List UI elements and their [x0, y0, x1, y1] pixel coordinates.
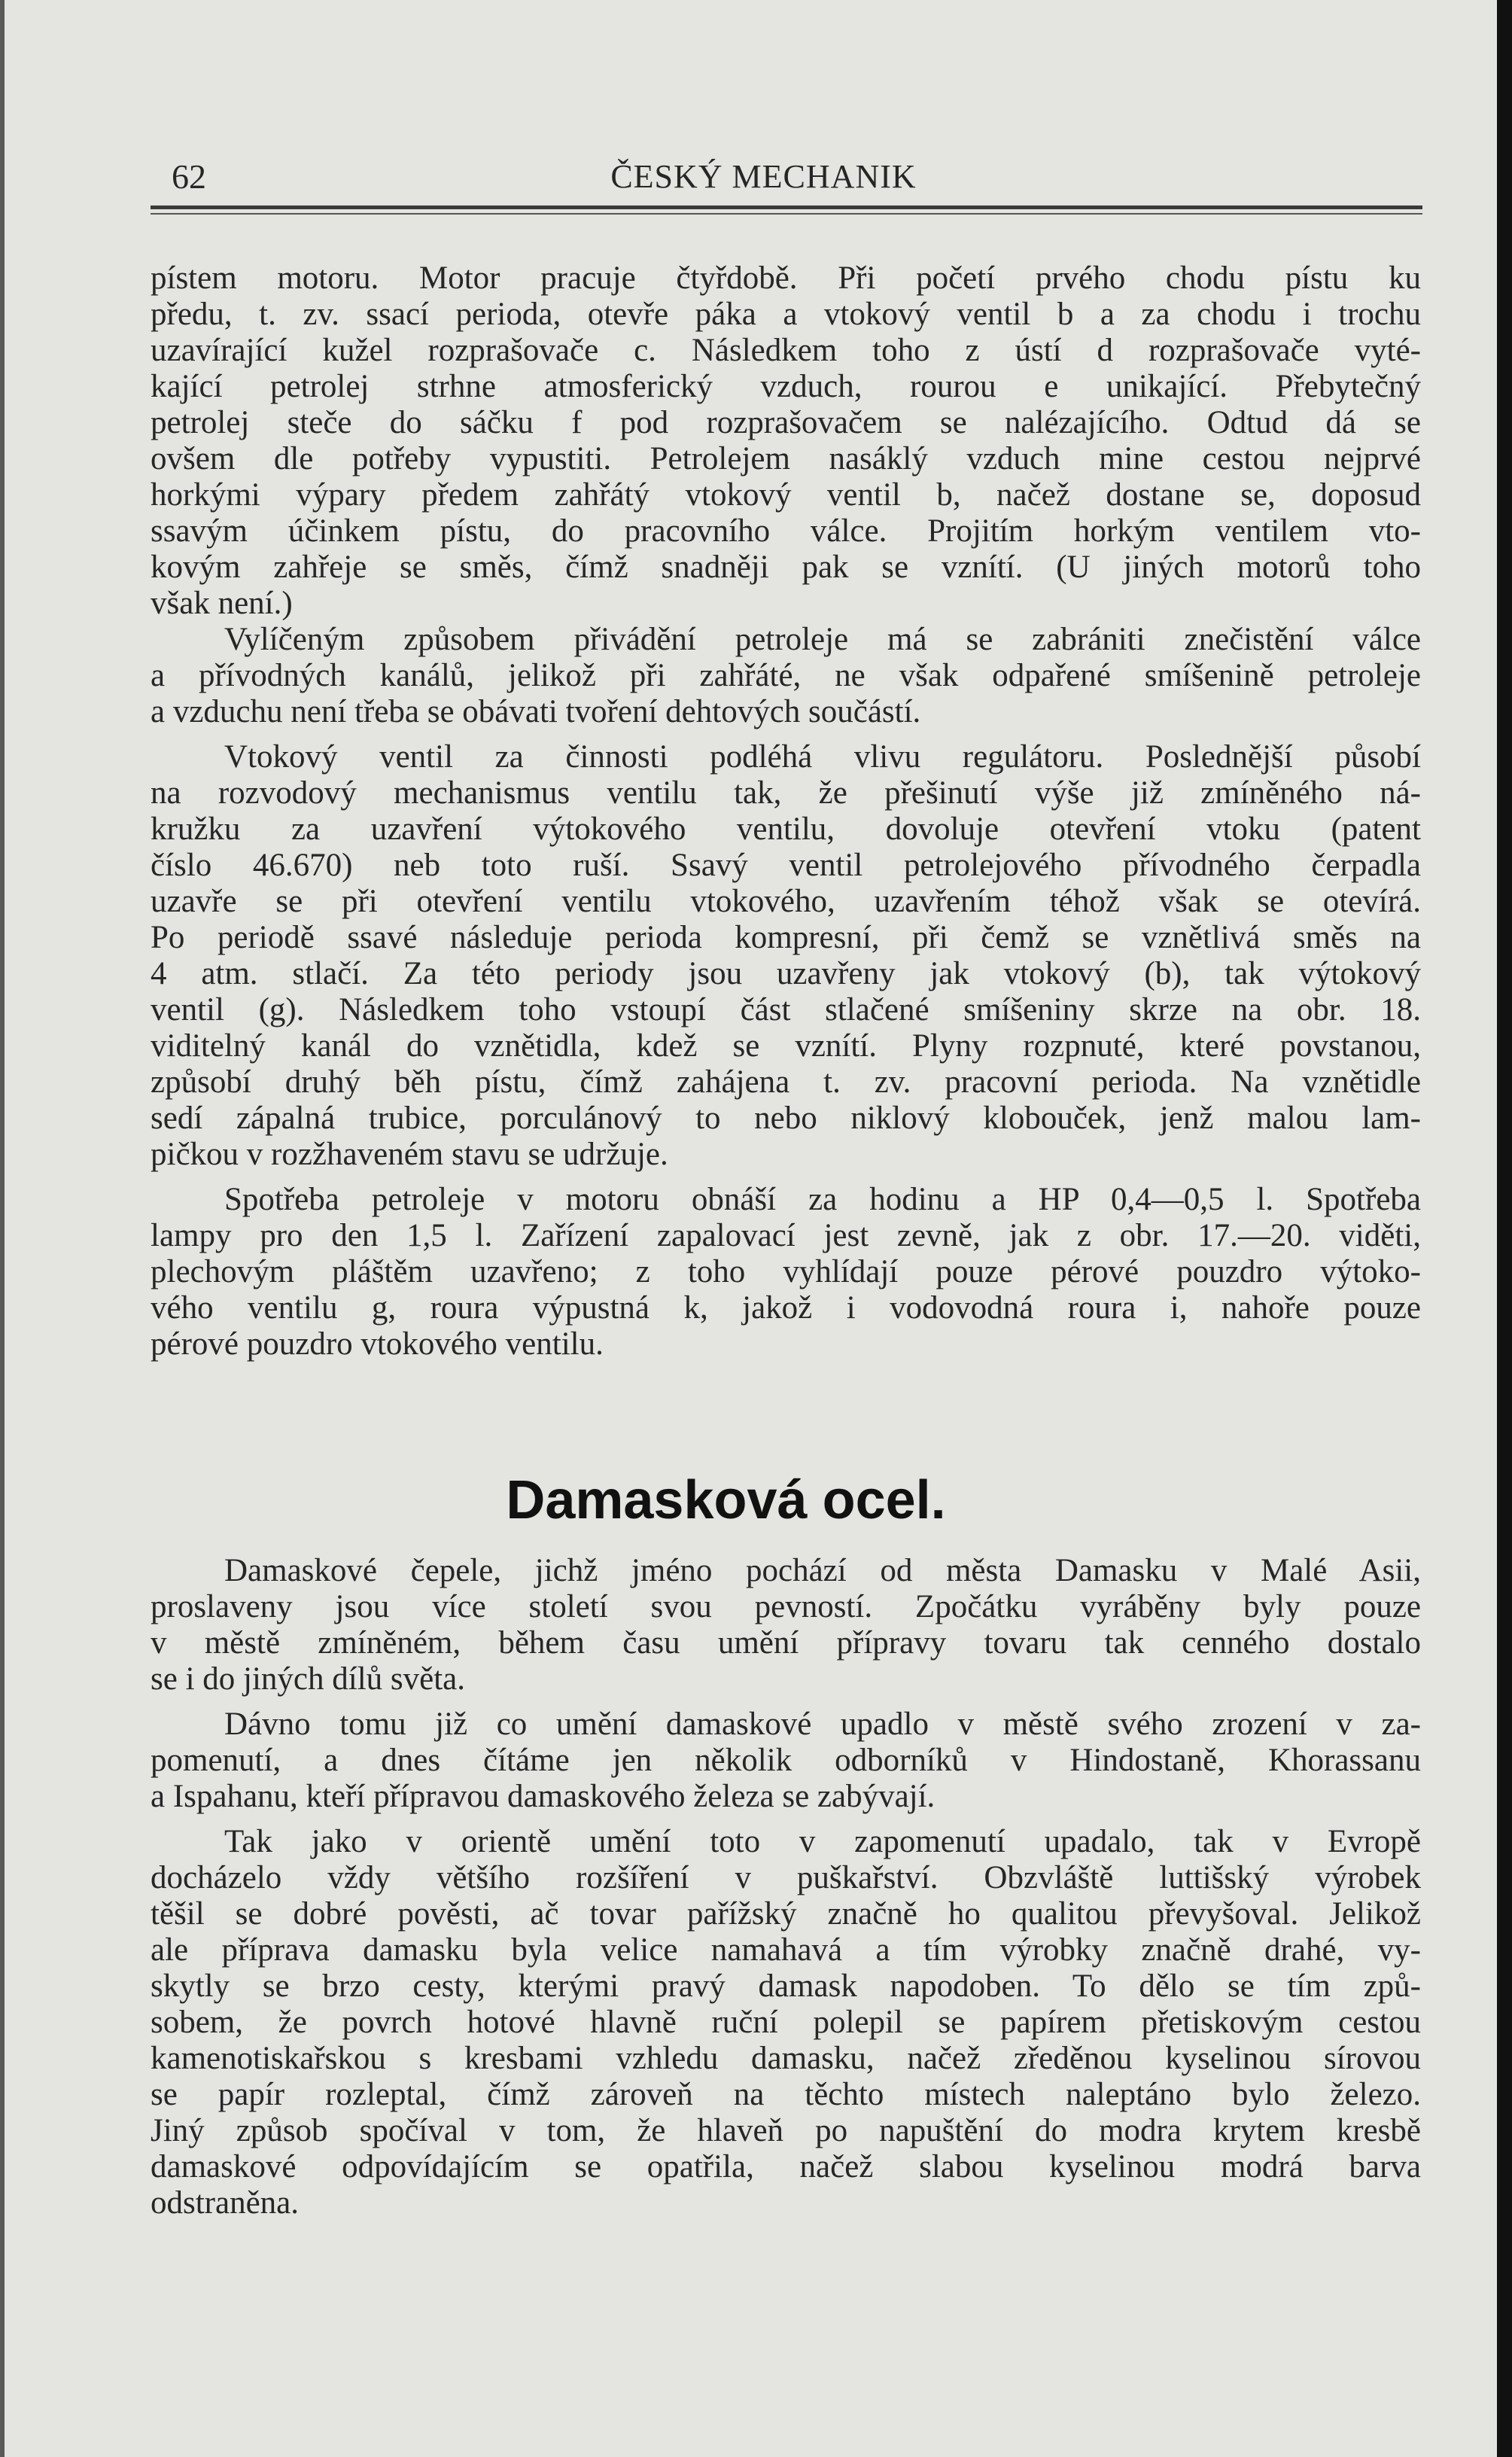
text-line: kružku za uzavření výtokového ventilu, dovoluje otevření vtoku (patent: [151, 811, 1421, 847]
article-title: Damasková ocel.: [506, 1470, 946, 1530]
text-line: uzavírající kužel rozprašovače c. Následkem toho z ústí d rozprašovače vyté-: [151, 333, 1421, 368]
text-line: ovšem dle potřeby vypustiti. Petrolejem nasáklý vzduch mine cestou nejprvé: [151, 441, 1421, 476]
running-title: ČESKÝ MECHANIK: [610, 158, 917, 195]
text-line: a vzduchu není třeba se obávati tvoření dehtových součástí.: [151, 694, 921, 729]
text-line: se papír rozleptal, čímž zároveň na těchto místech naleptáno bylo železo.: [151, 2077, 1421, 2112]
text-line: Vylíčeným způsobem přivádění petroleje má se zabrániti znečistění válce: [224, 622, 1421, 657]
paragraph: [151, 1182, 1421, 1362]
header-rule-thick: [151, 206, 1422, 209]
text-line: Dávno tomu již co umění damaskové upadlo v městě svého zrození v za-: [224, 1707, 1421, 1742]
text-line: pérové pouzdro vtokového ventilu.: [151, 1326, 604, 1362]
text-line: Vtokový ventil za činnosti podléhá vlivu regulátoru. Poslednější působí: [224, 739, 1421, 775]
text-line: 4 atm. stlačí. Za této periody jsou uzavřeny jak vtokový (b), tak výtokový: [151, 956, 1421, 991]
text-line: Damaskové čepele, jichž jméno pochází od města Damasku v Malé Asii,: [224, 1553, 1421, 1588]
paragraph: [151, 622, 1421, 730]
text-line: kovým zahřeje se směs, čímž snadněji pak se vznítí. (U jiných motorů toho: [151, 550, 1421, 585]
paragraph: [151, 1707, 1421, 1815]
text-line: lampy pro den 1,5 l. Zařízení zapalovací jest zevně, jak z obr. 17.—20. viděti,: [151, 1218, 1421, 1253]
text-line: horkými výpary předem zahřátý vtokový ventil b, načež dostane se, doposud: [151, 477, 1421, 513]
text-line: a přívodných kanálů, jelikož při zahřáté, ne však odpařené smíšenině petroleje: [151, 658, 1421, 693]
text-line: plechovým pláštěm uzavřeno; z toho vyhlídají pouze pérové pouzdro výtoko-: [151, 1254, 1421, 1289]
page-number: 62: [172, 157, 206, 196]
text-line: ssavým účinkem pístu, do pracovního válce. Projitím horkým ventilem vto-: [151, 513, 1421, 549]
paragraph: [151, 739, 1421, 1173]
text-line: pístem motoru. Motor pracuje čtyřdobě. Při početí prvého chodu pístu ku: [151, 260, 1421, 296]
text-line: docházelo vždy většího rozšíření v puškařství. Obzvláště luttišský výrobek: [151, 1860, 1421, 1895]
text-line: číslo 46.670) neb toto ruší. Ssavý ventil petrolejového přívodného čerpadla: [151, 848, 1421, 883]
text-line: sedí zápalná trubice, porculánový to nebo niklový klobouček, jenž malou lam-: [151, 1101, 1421, 1136]
paragraph: [151, 260, 1421, 622]
text-line: a Ispahanu, kteří přípravou damaskového železa se zabývají.: [151, 1779, 935, 1814]
text-line: se i do jiných dílů světa.: [151, 1661, 465, 1697]
text-line: damaskové odpovídajícím se opatřila, načež slabou kyselinou modrá barva: [151, 2149, 1421, 2185]
text-line: ale příprava damasku byla velice namahavá a tím výrobky značně drahé, vy-: [151, 1932, 1421, 1968]
text-line: Po periodě ssavé následuje perioda kompresní, při čemž se vznětlivá směs na: [151, 920, 1421, 955]
text-line: uzavře se při otevření ventilu vtokového, uzavřením téhož však se otevírá.: [151, 884, 1421, 919]
text-line: na rozvodový mechanismus ventilu tak, že přešinutí výše již zmíněného ná-: [151, 775, 1421, 811]
text-line: skytly se brzo cesty, kterými pravý damask napodoben. To dělo se tím způ-: [151, 1968, 1421, 2004]
text-line: ventil (g). Následkem toho vstoupí část stlačené smíšeniny skrze na obr. 18.: [151, 992, 1421, 1028]
text-line: Tak jako v orientě umění toto v zapomenutí upadalo, tak v Evropě: [224, 1824, 1421, 1859]
scan-edge-right: [1497, 0, 1512, 2457]
scan-edge-left: [0, 0, 5, 2457]
text-line: kamenotiskařskou s kresbami vzhledu damasku, načež zředěnou kyselinou sírovou: [151, 2041, 1421, 2076]
article-body: [151, 1553, 1421, 2221]
text-line: kající petrolej strhne atmosferický vzduch, rourou e unikající. Přebytečný: [151, 369, 1421, 404]
text-line: petrolej steče do sáčku f pod rozprašovačem se nalézajícího. Odtud dá se: [151, 405, 1421, 440]
text-line: proslaveny jsou více století svou pevností. Zpočátku vyráběny byly pouze: [151, 1589, 1421, 1624]
paragraph: [151, 1553, 1421, 1697]
text-line: odstraněna.: [151, 2185, 300, 2221]
text-line: vého ventilu g, roura výpustná k, jakož i vodovodná roura i, nahoře pouze: [151, 1290, 1421, 1326]
text-line: Spotřeba petroleje v motoru obnáší za hodinu a HP 0,4—0,5 l. Spotřeba: [224, 1182, 1421, 1217]
text-line: v městě zmíněném, během času umění přípravy tovaru tak cenného dostalo: [151, 1625, 1421, 1661]
text-line: předu, t. zv. ssací perioda, otevře páka a vtokový ventil b a za chodu i trochu: [151, 297, 1421, 332]
text-line: však není.): [151, 586, 293, 621]
paragraph: [151, 1824, 1421, 2221]
text-line: těšil se dobré pověsti, ač tovar pařížský značně ho qualitou převyšoval. Jelikož: [151, 1896, 1421, 1932]
text-line: viditelný kanál do vznětidla, kdež se vznítí. Plyny rozpnuté, které povstanou,: [151, 1028, 1421, 1064]
header-rule-thin: [151, 213, 1422, 215]
text-line: sobem, že povrch hotové hlavně ruční polepil se papírem přetiskovým cestou: [151, 2005, 1421, 2040]
text-line: pomenutí, a dnes čítáme jen několik odborníků v Hindostaně, Khorassanu: [151, 1743, 1421, 1778]
continued-article-body: [151, 260, 1421, 1362]
text-line: Jiný způsob spočíval v tom, že hlaveň po napuštění do modra krytem kresbě: [151, 2113, 1421, 2148]
text-line: pičkou v rozžhaveném stavu se udržuje.: [151, 1137, 668, 1172]
text-line: způsobí druhý běh pístu, čímž zahájena t. zv. pracovní perioda. Na vznětidle: [151, 1064, 1421, 1100]
